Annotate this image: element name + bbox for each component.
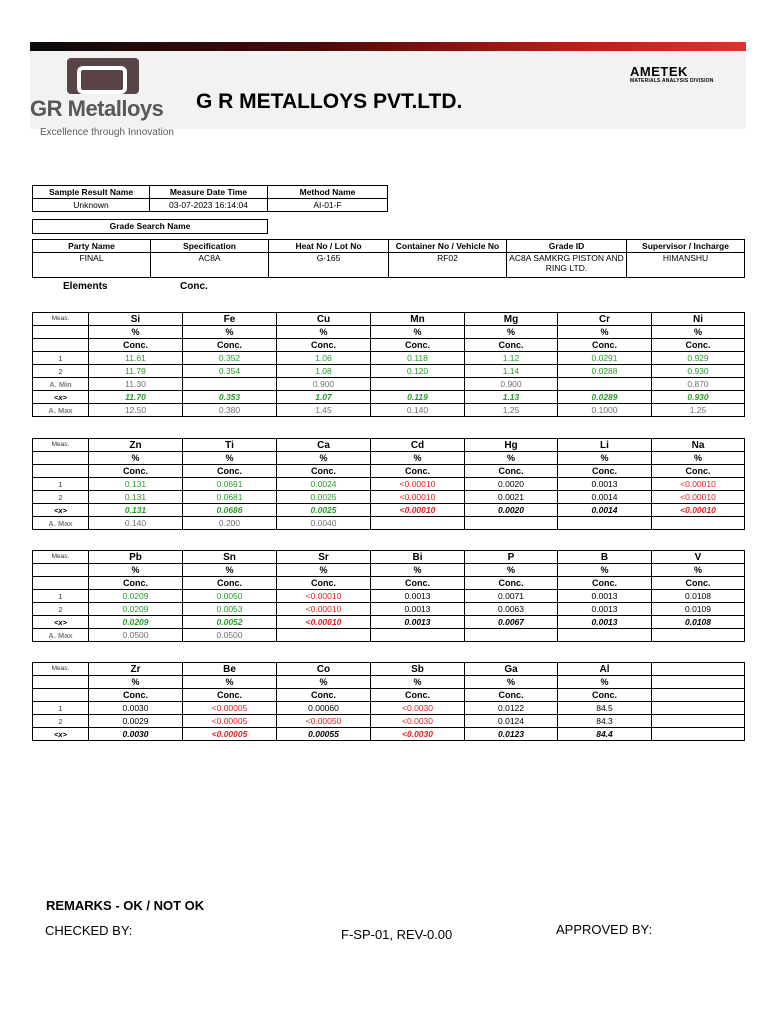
- value-cell: 0.0122: [465, 702, 558, 715]
- value-cell: 0.0013: [558, 603, 652, 616]
- unit-cell: %: [558, 452, 652, 465]
- unit-cell: %: [277, 326, 371, 339]
- conc-cell: Conc.: [183, 465, 277, 478]
- element-symbol-row: [33, 551, 745, 564]
- value-cell: <0.00010: [277, 616, 371, 629]
- conc-cell: Conc.: [465, 577, 558, 590]
- conc-row: [33, 689, 745, 702]
- table-row: [33, 404, 745, 417]
- value-cell: 0.354: [183, 365, 277, 378]
- element-table: [32, 662, 745, 741]
- element-symbol: Ti: [183, 439, 277, 452]
- row-label: A. Min: [33, 378, 89, 391]
- table-row: [33, 616, 745, 629]
- value-cell: 0.118: [371, 352, 465, 365]
- value-cell: 0.929: [652, 352, 745, 365]
- unit-row: [33, 326, 745, 339]
- conc-cell: Conc.: [558, 339, 652, 352]
- value-cell: 0.120: [371, 365, 465, 378]
- element-table: [32, 438, 745, 530]
- conc-cell: Conc.: [277, 689, 371, 702]
- conc-cell: Conc.: [277, 577, 371, 590]
- unit-cell: %: [465, 326, 558, 339]
- conc-cell: Conc.: [277, 465, 371, 478]
- unit-cell: %: [89, 564, 183, 577]
- value-cell: 0.0063: [465, 603, 558, 616]
- value-cell: 0.0123: [465, 728, 558, 741]
- logo-mark-icon: [67, 58, 139, 94]
- element-table: [32, 312, 745, 417]
- value-cell: 12.50: [89, 404, 183, 417]
- sample-header: Measure Date Time: [150, 186, 268, 199]
- party-header: Grade ID: [507, 240, 627, 253]
- row-label: A. Max: [33, 404, 89, 417]
- row-label: A. Max: [33, 629, 89, 642]
- value-cell: 0.0029: [89, 715, 183, 728]
- element-symbol: Cr: [558, 313, 652, 326]
- unit-row: [33, 452, 745, 465]
- value-cell: <0.0030: [371, 702, 465, 715]
- value-cell: 0.930: [652, 391, 745, 404]
- row-label: 1: [33, 478, 89, 491]
- row-label: A. Max: [33, 517, 89, 530]
- unit-cell: %: [183, 326, 277, 339]
- element-symbol: Co: [277, 663, 371, 676]
- element-symbol: Zr: [89, 663, 183, 676]
- conc-cell: Conc.: [371, 465, 465, 478]
- conc-row-label: [33, 339, 89, 352]
- unit-cell: %: [558, 676, 652, 689]
- value-cell: 0.0109: [652, 603, 745, 616]
- row-label: 2: [33, 491, 89, 504]
- conc-cell: Conc.: [465, 465, 558, 478]
- conc-row-label: [33, 465, 89, 478]
- table-row: [33, 517, 745, 530]
- value-cell: [465, 517, 558, 530]
- value-cell: 0.0209: [89, 590, 183, 603]
- unit-cell: %: [183, 676, 277, 689]
- value-cell: 0.119: [371, 391, 465, 404]
- value-cell: [652, 517, 745, 530]
- unit-row-label: [33, 452, 89, 465]
- party-header: Specification: [151, 240, 269, 253]
- sample-info-table: [32, 185, 388, 212]
- unit-cell: %: [371, 326, 465, 339]
- form-number: F-SP-01, REV-0.00: [341, 927, 453, 942]
- value-cell: 11.79: [89, 365, 183, 378]
- unit-cell: %: [89, 452, 183, 465]
- value-cell: 0.00055: [277, 728, 371, 741]
- row-label: 1: [33, 590, 89, 603]
- checked-by-label: CHECKED BY:: [45, 923, 133, 938]
- value-cell: <0.00010: [652, 504, 745, 517]
- table-row: [33, 378, 745, 391]
- value-cell: 0.0013: [558, 590, 652, 603]
- element-symbol-row: [33, 439, 745, 452]
- grade-search-table: [32, 219, 268, 234]
- conc-cell: Conc.: [465, 339, 558, 352]
- value-cell: 1.07: [277, 391, 371, 404]
- conc-cell: Conc.: [558, 577, 652, 590]
- unit-cell: [652, 676, 745, 689]
- value-cell: <0.00005: [183, 715, 277, 728]
- sample-value: AI-01-F: [268, 199, 388, 212]
- value-cell: 1.25: [465, 404, 558, 417]
- row-label: 1: [33, 702, 89, 715]
- element-symbol: Mn: [371, 313, 465, 326]
- conc-cell: Conc.: [652, 465, 745, 478]
- conc-row-label: [33, 689, 89, 702]
- element-symbol: P: [465, 551, 558, 564]
- value-cell: 1.12: [465, 352, 558, 365]
- conc-label: Conc.: [180, 281, 208, 292]
- header-color-bar: [30, 42, 746, 51]
- value-cell: 11.70: [89, 391, 183, 404]
- row-label: <x>: [33, 728, 89, 741]
- value-cell: 0.00060: [277, 702, 371, 715]
- value-cell: 0.353: [183, 391, 277, 404]
- unit-cell: %: [465, 676, 558, 689]
- value-cell: 84.5: [558, 702, 652, 715]
- unit-cell: %: [277, 452, 371, 465]
- value-cell: 84.4: [558, 728, 652, 741]
- table-row: [33, 728, 745, 741]
- value-cell: 1.14: [465, 365, 558, 378]
- value-cell: <0.0030: [371, 715, 465, 728]
- grade-search-label: Grade Search Name: [33, 220, 268, 234]
- value-cell: 0.900: [465, 378, 558, 391]
- conc-cell: Conc.: [89, 465, 183, 478]
- element-symbol: Cd: [371, 439, 465, 452]
- conc-row-label: [33, 577, 89, 590]
- meas-header: Meas.: [33, 439, 89, 452]
- party-header: Heat No / Lot No: [269, 240, 389, 253]
- conc-cell: Conc.: [183, 577, 277, 590]
- conc-row: [33, 465, 745, 478]
- table-row: [33, 590, 745, 603]
- value-cell: [558, 629, 652, 642]
- element-symbol: Bi: [371, 551, 465, 564]
- value-cell: 1.45: [277, 404, 371, 417]
- party-value: FINAL: [33, 253, 151, 278]
- conc-cell: Conc.: [558, 689, 652, 702]
- value-cell: 0.0053: [183, 603, 277, 616]
- value-cell: <0.0030: [371, 728, 465, 741]
- unit-row-label: [33, 676, 89, 689]
- ametek-logo: AMETEK: [630, 64, 688, 79]
- table-row: [33, 352, 745, 365]
- value-cell: [652, 629, 745, 642]
- value-cell: 0.0289: [558, 391, 652, 404]
- value-cell: 0.0288: [558, 365, 652, 378]
- value-cell: <0.00005: [183, 728, 277, 741]
- value-cell: <0.00010: [652, 491, 745, 504]
- value-cell: 0.900: [277, 378, 371, 391]
- unit-row: [33, 564, 745, 577]
- value-cell: 0.0021: [465, 491, 558, 504]
- value-cell: 0.131: [89, 504, 183, 517]
- value-cell: 0.0050: [183, 590, 277, 603]
- conc-cell: Conc.: [652, 577, 745, 590]
- unit-cell: %: [89, 326, 183, 339]
- value-cell: 0.0500: [89, 629, 183, 642]
- value-cell: 0.0013: [558, 616, 652, 629]
- value-cell: 0.380: [183, 404, 277, 417]
- unit-cell: %: [465, 564, 558, 577]
- conc-cell: Conc.: [371, 339, 465, 352]
- table-row: [33, 478, 745, 491]
- value-cell: <0.00050: [277, 715, 371, 728]
- value-cell: 0.930: [652, 365, 745, 378]
- table-row: [33, 702, 745, 715]
- value-cell: 0.0209: [89, 603, 183, 616]
- value-cell: 0.0020: [465, 478, 558, 491]
- meas-header: Meas.: [33, 313, 89, 326]
- value-cell: [277, 629, 371, 642]
- sample-value: 03-07-2023 16:14:04: [150, 199, 268, 212]
- conc-cell: Conc.: [277, 339, 371, 352]
- value-cell: 1.13: [465, 391, 558, 404]
- value-cell: 1.08: [277, 365, 371, 378]
- unit-cell: %: [371, 564, 465, 577]
- value-cell: 0.131: [89, 478, 183, 491]
- value-cell: <0.00010: [277, 603, 371, 616]
- company-name: G R METALLOYS PVT.LTD.: [196, 90, 463, 113]
- element-symbol: Pb: [89, 551, 183, 564]
- value-cell: 0.0108: [652, 590, 745, 603]
- value-cell: 0.0025: [277, 491, 371, 504]
- table-row: [33, 504, 745, 517]
- element-symbol: Na: [652, 439, 745, 452]
- element-symbol: Ga: [465, 663, 558, 676]
- unit-cell: %: [465, 452, 558, 465]
- element-symbol: Be: [183, 663, 277, 676]
- value-cell: 0.352: [183, 352, 277, 365]
- unit-cell: %: [277, 564, 371, 577]
- logo-name: GR Metalloys: [30, 96, 164, 121]
- value-cell: 84.3: [558, 715, 652, 728]
- element-symbol: Sb: [371, 663, 465, 676]
- value-cell: [652, 702, 745, 715]
- element-symbol: Zn: [89, 439, 183, 452]
- element-symbol-row: [33, 663, 745, 676]
- table-row: [33, 491, 745, 504]
- unit-cell: %: [558, 326, 652, 339]
- row-label: <x>: [33, 504, 89, 517]
- value-cell: [183, 378, 277, 391]
- meas-header: Meas.: [33, 551, 89, 564]
- value-cell: [465, 629, 558, 642]
- party-header: Supervisor / Incharge: [627, 240, 745, 253]
- party-value: G-165: [269, 253, 389, 278]
- logo-tagline: Excellence through Innovation: [40, 127, 174, 138]
- party-header: Container No / Vehicle No: [389, 240, 507, 253]
- element-symbol: Sr: [277, 551, 371, 564]
- value-cell: 0.0024: [277, 478, 371, 491]
- value-cell: 0.0030: [89, 728, 183, 741]
- element-symbol: Cu: [277, 313, 371, 326]
- value-cell: 0.0691: [183, 478, 277, 491]
- sample-value: Unknown: [33, 199, 150, 212]
- conc-cell: Conc.: [371, 577, 465, 590]
- remarks-label: REMARKS - OK / NOT OK: [46, 898, 205, 913]
- value-cell: <0.00005: [183, 702, 277, 715]
- table-row: [33, 629, 745, 642]
- value-cell: 0.0108: [652, 616, 745, 629]
- value-cell: 0.0052: [183, 616, 277, 629]
- value-cell: 11.30: [89, 378, 183, 391]
- value-cell: [558, 378, 652, 391]
- company-logo: [30, 56, 180, 146]
- unit-row-label: [33, 326, 89, 339]
- party-value: AC8A SAMKRG PISTON AND RING LTD.: [507, 253, 627, 278]
- conc-cell: [652, 689, 745, 702]
- unit-cell: %: [183, 564, 277, 577]
- value-cell: 1.25: [652, 404, 745, 417]
- conc-cell: Conc.: [89, 339, 183, 352]
- party-value: HIMANSHU: [627, 253, 745, 278]
- party-info-table: [32, 239, 745, 278]
- element-symbol: Si: [89, 313, 183, 326]
- value-cell: <0.00010: [371, 504, 465, 517]
- conc-cell: Conc.: [558, 465, 652, 478]
- unit-row-label: [33, 564, 89, 577]
- value-cell: [371, 517, 465, 530]
- unit-cell: %: [277, 676, 371, 689]
- value-cell: 0.1000: [558, 404, 652, 417]
- unit-cell: %: [183, 452, 277, 465]
- value-cell: 11.61: [89, 352, 183, 365]
- conc-cell: Conc.: [183, 339, 277, 352]
- row-label: 1: [33, 352, 89, 365]
- ametek-subtitle: MATERIALS ANALYSIS DIVISION: [630, 78, 714, 84]
- value-cell: 0.131: [89, 491, 183, 504]
- row-label: 2: [33, 715, 89, 728]
- conc-cell: Conc.: [371, 689, 465, 702]
- approved-by-label: APPROVED BY:: [556, 922, 653, 937]
- unit-cell: %: [89, 676, 183, 689]
- unit-cell: %: [652, 564, 745, 577]
- value-cell: 0.0291: [558, 352, 652, 365]
- table-row: [33, 365, 745, 378]
- element-symbol: Al: [558, 663, 652, 676]
- sample-header: Method Name: [268, 186, 388, 199]
- value-cell: 0.200: [183, 517, 277, 530]
- unit-cell: %: [371, 452, 465, 465]
- value-cell: 0.0500: [183, 629, 277, 642]
- value-cell: 0.0013: [558, 478, 652, 491]
- value-cell: [371, 378, 465, 391]
- element-symbol: B: [558, 551, 652, 564]
- value-cell: 0.0030: [89, 702, 183, 715]
- conc-row: [33, 339, 745, 352]
- value-cell: 0.0013: [371, 616, 465, 629]
- element-symbol: Ca: [277, 439, 371, 452]
- party-header: Party Name: [33, 240, 151, 253]
- unit-cell: %: [652, 326, 745, 339]
- value-cell: 0.0014: [558, 504, 652, 517]
- element-symbol: Mg: [465, 313, 558, 326]
- conc-cell: Conc.: [89, 577, 183, 590]
- conc-row: [33, 577, 745, 590]
- value-cell: <0.00010: [652, 478, 745, 491]
- element-symbol: Hg: [465, 439, 558, 452]
- value-cell: 0.0020: [465, 504, 558, 517]
- value-cell: <0.00010: [371, 478, 465, 491]
- sample-header: Sample Result Name: [33, 186, 150, 199]
- value-cell: 0.0071: [465, 590, 558, 603]
- value-cell: 0.0124: [465, 715, 558, 728]
- meas-header: Meas.: [33, 663, 89, 676]
- value-cell: [652, 715, 745, 728]
- element-symbol: Li: [558, 439, 652, 452]
- value-cell: 0.0067: [465, 616, 558, 629]
- value-cell: 0.870: [652, 378, 745, 391]
- element-symbol: V: [652, 551, 745, 564]
- conc-cell: Conc.: [465, 689, 558, 702]
- unit-row: [33, 676, 745, 689]
- row-label: <x>: [33, 391, 89, 404]
- element-symbol: Ni: [652, 313, 745, 326]
- element-table: [32, 550, 745, 642]
- row-label: <x>: [33, 616, 89, 629]
- value-cell: [371, 629, 465, 642]
- value-cell: <0.00010: [277, 590, 371, 603]
- value-cell: 0.140: [371, 404, 465, 417]
- unit-cell: %: [652, 452, 745, 465]
- table-row: [33, 603, 745, 616]
- value-cell: 0.0681: [183, 491, 277, 504]
- value-cell: <0.00010: [371, 491, 465, 504]
- party-value: AC8A: [151, 253, 269, 278]
- element-symbol: [652, 663, 745, 676]
- conc-cell: Conc.: [89, 689, 183, 702]
- elements-label: Elements: [63, 281, 108, 292]
- element-symbol-row: [33, 313, 745, 326]
- row-label: 2: [33, 603, 89, 616]
- value-cell: 0.0686: [183, 504, 277, 517]
- value-cell: 0.0013: [371, 590, 465, 603]
- party-value: RF02: [389, 253, 507, 278]
- unit-cell: %: [371, 676, 465, 689]
- value-cell: 0.0013: [371, 603, 465, 616]
- value-cell: 0.0014: [558, 491, 652, 504]
- value-cell: 0.0040: [277, 517, 371, 530]
- unit-cell: %: [558, 564, 652, 577]
- value-cell: 1.06: [277, 352, 371, 365]
- conc-cell: Conc.: [652, 339, 745, 352]
- value-cell: 0.0025: [277, 504, 371, 517]
- table-row: [33, 715, 745, 728]
- value-cell: [558, 517, 652, 530]
- element-symbol: Sn: [183, 551, 277, 564]
- table-row: [33, 391, 745, 404]
- value-cell: 0.0209: [89, 616, 183, 629]
- value-cell: [652, 728, 745, 741]
- value-cell: 0.140: [89, 517, 183, 530]
- element-symbol: Fe: [183, 313, 277, 326]
- conc-cell: Conc.: [183, 689, 277, 702]
- row-label: 2: [33, 365, 89, 378]
